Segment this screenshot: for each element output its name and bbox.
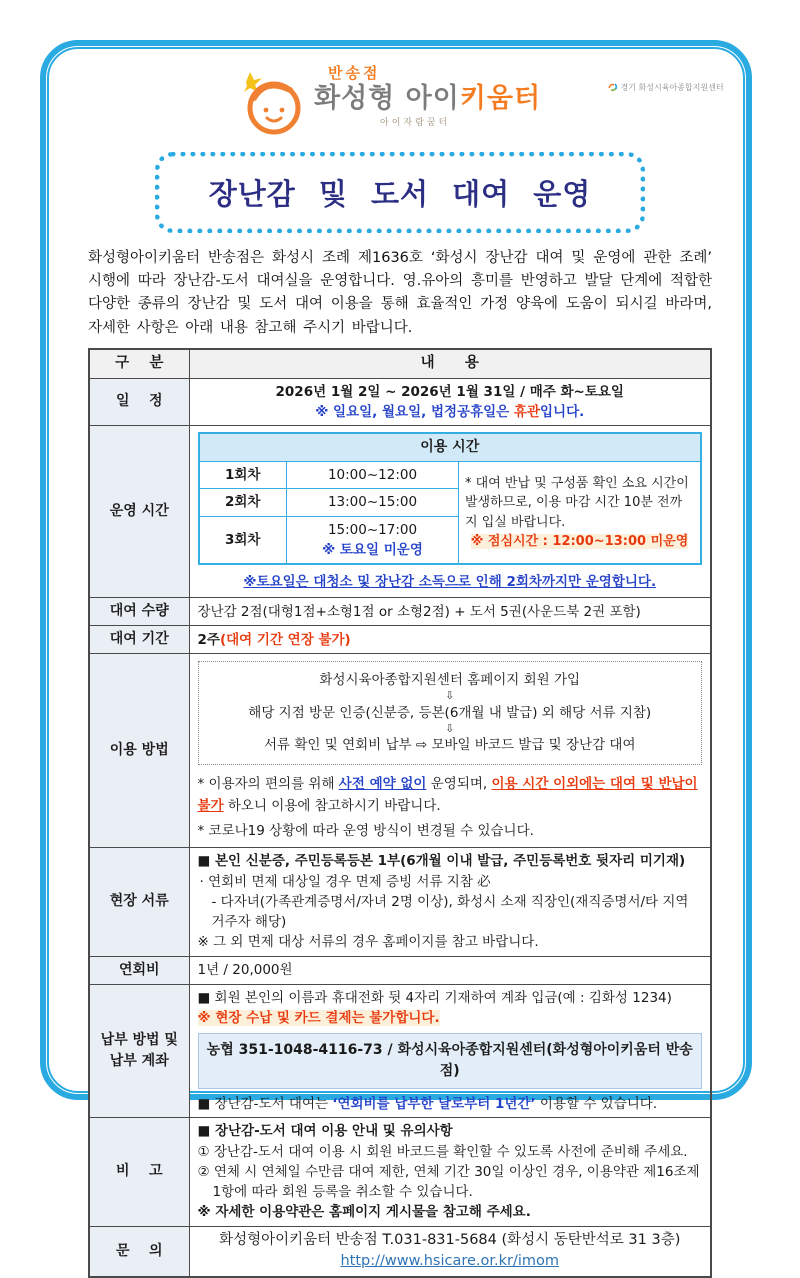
remarks-item: ② 연체 시 연체일 수만큼 대여 제한, 연체 기간 30일 이상인 경우, 이용약관 제16조제1항에 따라 회원 등록을 취소할 수 있습니다.: [197, 1163, 700, 1201]
table-header-row: [89, 349, 711, 378]
period-row: [89, 626, 711, 654]
documents-value: [189, 848, 711, 956]
contact-label: 문 의: [89, 1226, 189, 1277]
method-row: [89, 654, 711, 848]
round-1-time: 10:00~12:00: [287, 462, 459, 489]
doc-line: - 다자녀(가족관계증명서/자녀 2명 이상), 화성시 소재 직장인(재직증명서/타 지역 거주자 해당): [211, 893, 689, 931]
contact-row: [89, 1226, 711, 1277]
intro-paragraph: 화성형아이키움터 반송점은 화성시 조례 제1636호 ‘화성시 장난감 대여 및 운영에 관한 조례’ 시행에 따라 장난감-도서 대여실을 운영합니다. 영.유아의 흥미를 반영하고 발달 단계에 적합한 다양한 종류의 장난감 및 도서 대여 이용을 통해 효율적인 가정 양육에 도움이 되시길 바라며, 자세한 사항은 아래 내용 참고해 주시기 바랍니다.: [88, 250, 712, 336]
remarks-heading: ■ 장난감-도서 대여 이용 안내 및 유의사항: [197, 1123, 453, 1140]
schedule-label: 일 정: [89, 378, 189, 426]
lunch-note: ※ 점심시간 : 12:00~13:00 미운영: [470, 534, 689, 549]
brand-subtitle: 아이자람꿈터: [380, 118, 451, 129]
payment-label: 납부 방법 및 납부 계좌: [89, 984, 189, 1118]
payment-value: [189, 984, 711, 1118]
info-table: [88, 348, 712, 1278]
remarks-value: [189, 1118, 711, 1226]
flow-step-1: 화성시육아종합지원센터 홈페이지 회원 가입: [319, 672, 581, 689]
smiley-face-icon: [240, 68, 304, 140]
page-title: 장난감 및 도서 대여 운영: [208, 177, 592, 211]
no-return-note: 이용 시간 이외에는 대여 및 반납이 불가: [197, 775, 698, 814]
brand-name: [314, 83, 560, 115]
contact-address: 화성형아이키움터 반송점 T.031-831-5684 (화성시 동탄반석로 31 3층): [219, 1231, 681, 1248]
doc-line: · 연회비 면제 대상일 경우 면제 증빙 서류 지참 必: [199, 873, 491, 890]
hours-inner-title: 이용 시간: [199, 433, 702, 462]
remarks-row: [89, 1118, 711, 1226]
doc-line: ■ 본인 신분증, 주민등록등본 1부(6개월 이내 발급, 주민등록번호 뒷자리 미기재): [197, 853, 686, 870]
homepage-link[interactable]: http://www.hsicare.or.kr/imom: [340, 1253, 560, 1270]
branch-name: 반송점: [328, 64, 381, 82]
no-reservation-note: 사전 예약 없이: [338, 775, 427, 792]
schedule-closed-note: ※ 일요일, 월요일, 법정공휴일은 휴관입니다.: [315, 403, 585, 420]
page-content: [88, 56, 724, 1278]
documents-label: 현장 서류: [89, 848, 189, 956]
method-value: [189, 654, 711, 848]
hours-value: [189, 426, 711, 598]
down-arrow-icon: ⇩: [445, 689, 455, 703]
hours-round-row: [199, 462, 702, 489]
quantity-label: 대여 수량: [89, 598, 189, 626]
saturday-note: ※ 토요일 미운영: [322, 541, 423, 558]
method-label: 이용 방법: [89, 654, 189, 848]
hours-label: 운영 시간: [89, 426, 189, 598]
remarks-footnote: ※ 자세한 이용약관은 홈페이지 게시물을 참고해 주세요.: [197, 1204, 531, 1221]
round-2-name: 2회차: [199, 489, 287, 516]
hours-title-row: [199, 433, 702, 462]
method-note-1: * 이용자의 편의를 위해 사전 예약 없이 운영되며, 이용 시간 이외에는 대여 및 반납이 불가 하오니 이용에 참고하시기 바랍니다.: [197, 775, 698, 814]
payment-line-1: ■ 회원 본인의 이름과 휴대전화 뒷 4자리 기재하여 계좌 입금(예 : 김화성 1234): [197, 989, 672, 1006]
remarks-item: ① 장난감-도서 대여 이용 시 회원 바코드를 확인할 수 있도록 사전에 준비해 주세요.: [197, 1143, 688, 1160]
schedule-value: [189, 378, 711, 426]
down-arrow-icon: ⇩: [445, 721, 455, 735]
fee-value: 1년 / 20,000원: [189, 956, 711, 984]
schedule-row: [89, 378, 711, 426]
title-box: [155, 152, 645, 233]
org-name-label: 경기 화성시육아종합지원센터: [620, 83, 724, 92]
period-label: 대여 기간: [89, 626, 189, 654]
brand-text: [314, 60, 560, 128]
closed-word: 휴관: [513, 403, 540, 420]
method-note-2: * 코로나19 상황에 따라 운영 방식이 변경될 수 있습니다.: [197, 823, 534, 840]
valid-period-note: ‘연회비를 납부한 날로부터 1년간’: [332, 1096, 536, 1113]
brand-name-accent: 키움터: [459, 83, 542, 114]
flow-step-3: 서류 확인 및 연회비 납부 ⇨ 모바일 바코드 발급 및 장난감 대여: [264, 737, 636, 754]
brand-name-gray: 화성형 아이: [314, 83, 460, 114]
round-1-name: 1회차: [199, 462, 287, 489]
quantity-row: [89, 598, 711, 626]
header-gubun: 구 분: [89, 349, 189, 378]
period-value: 2주(대여 기간 연장 불가): [189, 626, 711, 654]
org-name: [608, 82, 724, 93]
saturday-cleaning-note: ※토요일은 대청소 및 장난감 소독으로 인해 2회차까지만 운영합니다.: [243, 574, 657, 590]
schedule-dates: 2026년 1월 2일 ~ 2026년 1월 31일 / 매주 화~토요일: [275, 383, 624, 400]
bank-account-box: 농협 351-1048-4116-73 / 화성시육아종합지원센터(화성형아이키움터 반송점): [198, 1033, 703, 1089]
hours-side-note: * 대여 반납 및 구성품 확인 소요 시간이 발생하므로, 이용 마감 시간 10분 전까지 입실 바랍니다. ※ 점심시간 : 12:00~13:00 미운영: [459, 462, 702, 565]
quantity-value: 장난감 2점(대형1점+소형1점 or 소형2점) + 도서 5권(사운드북 2권 포함): [189, 598, 711, 626]
payment-row: [89, 984, 711, 1118]
fee-label: 연회비: [89, 956, 189, 984]
payment-no-cash-note: ※ 현장 수납 및 카드 결제는 불가합니다.: [197, 1009, 440, 1026]
method-flow-box: [198, 661, 703, 764]
no-extension-note: (대여 기간 연장 불가): [219, 631, 351, 648]
doc-line: ※ 그 외 면제 대상 서류의 경우 홈페이지를 참고 바랍니다.: [197, 934, 539, 951]
hours-inner-table: [198, 432, 703, 565]
remarks-label: 비 고: [89, 1118, 189, 1226]
org-logo-icon: [608, 82, 618, 92]
round-3-time: 15:00~17:00 ※ 토요일 미운영: [287, 516, 459, 564]
contact-value: [189, 1226, 711, 1277]
documents-row: [89, 848, 711, 956]
round-3-name: 3회차: [199, 516, 287, 564]
header-naeyong: 내 용: [189, 349, 711, 378]
flow-step-2: 해당 지점 방문 인증(신분증, 등본(6개월 내 발급) 외 해당 서류 지참): [248, 704, 652, 721]
fee-row: [89, 956, 711, 984]
round-2-time: 13:00~15:00: [287, 489, 459, 516]
hours-row: [89, 426, 711, 598]
brand-logo: [240, 60, 724, 146]
payment-line-3: ■ 장난감-도서 대여는 ‘연회비를 납부한 날로부터 1년간’ 이용할 수 있습니다.: [197, 1096, 658, 1113]
